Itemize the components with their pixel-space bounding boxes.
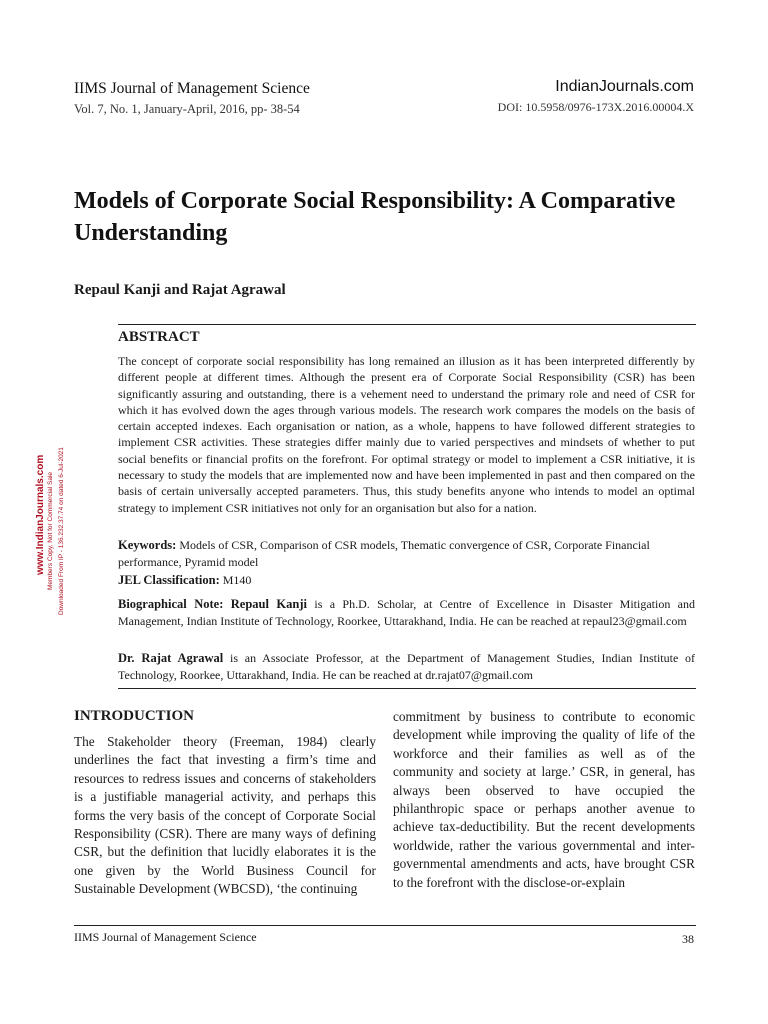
keywords (118, 537, 695, 571)
authors: Repaul Kanji and Rajat Agrawal (74, 282, 286, 298)
keywords-label: Keywords: (118, 538, 177, 552)
running-header-left (74, 80, 310, 117)
bio-note-1 (118, 596, 695, 630)
page-number: 38 (682, 932, 694, 946)
watermark-copy: Members Copy, Not for Commercial Sale (47, 472, 54, 590)
body-column-left (74, 708, 376, 899)
watermark-site: www.IndianJournals.com (35, 454, 46, 575)
watermark-download: Downloaded From IP - 136.232.37.74 on dated 6-Jul-2021 (58, 447, 65, 615)
bio-label: Biographical Note: (118, 597, 224, 611)
article-title: Models of Corporate Social Responsibility: A Comparative Understanding (74, 188, 676, 246)
bio-note-2 (118, 650, 695, 684)
site-name[interactable]: IndianJournals.com (555, 78, 694, 95)
abstract-bottom-rule (118, 688, 696, 689)
bio2-text: is an Associate Professor, at the Department of Management Studies, Indian Institute of Technology, Roorkee, Uttarakhand, India. He can be reached at dr.rajat07@gmail.com (118, 651, 696, 682)
footer-rule (74, 925, 696, 926)
jel-classification (118, 573, 695, 588)
download-watermark (30, 405, 70, 615)
keywords-text: Models of CSR, Comparison of CSR models, Thematic convergence of CSR, Corporate Financial performance, Pyramid model (118, 538, 650, 569)
jel-code: M140 (222, 573, 252, 587)
introduction-heading: INTRODUCTION (74, 708, 195, 724)
journal-name: IIMS Journal of Management Science (74, 80, 310, 97)
introduction-paragraph-1: The Stakeholder theory (Freeman, 1984) clearly underlines the fact that investing a firm’s time and resources to redress issues and concerns of stakeholders is a justifiable managerial activity, and perhaps this forms the very basis of the concept of Corporate Social Responsibility (CSR). There are many ways of defining CSR, but the definition that lucidly elaborates it is the one given by the World Business Council for Sustainable Development (WBCSD), ‘the continuing (74, 734, 376, 897)
bio2-name: Dr. Rajat Agrawal (118, 651, 224, 665)
abstract-heading: ABSTRACT (118, 329, 200, 345)
body-column-right (393, 708, 695, 892)
abstract-text: The concept of corporate social responsibility has long remained an illusion as it has been interpreted differently by different people at different times. Although the present era of Corporate Social Responsibility (CSR) has been significantly assuring and outstanding, there is a vehement need to understand the primary role and need of CSR for which it has evolved down the ages through various models. The research work compares the models on the basis of certain accepted indexes. Each organisation or nation, as a whole, happens to have followed different strategies to implement CSR activities. These strategies differ mainly due to varied perspectives and mindsets of whether to put social benefits or financial profits on the forefront. For optimal strategy or model to implement a CSR initiative, it is necessary to study the models that are implemented now and have been implemented in past and then compared on the basis of certain universally accepted parameters. Thus, this study benefits anyone who intends to model an optimal strategy to implement CSR initiatives not only for an organisation but also for a nation. (118, 354, 695, 515)
running-header-right (498, 78, 694, 115)
footer-journal: IIMS Journal of Management Science (74, 930, 257, 944)
volume-line: Vol. 7, No. 1, January-April, 2016, pp- 38-54 (74, 102, 300, 116)
jel-label: JEL Classification: (118, 573, 220, 587)
bio1-name: Repaul Kanji (230, 597, 307, 611)
abstract-top-rule (118, 324, 696, 325)
doi[interactable]: DOI: 10.5958/0976-173X.2016.00004.X (497, 100, 694, 114)
introduction-paragraph-2: commitment by business to contribute to economic development while improving the quality of life of the workforce and their families as well as of the community and society at large.’ CSR, in general, has always been observed to have occupied the philanthropic space or perhaps another avenue to achieve tax-deductibility. But the recent developments worldwide, rather the various governmental and inter-governmental amendments and acts, have brought CSR to the forefront with the disclose-or-explain (393, 709, 695, 890)
bio1-text: is a Ph.D. Scholar, at Centre of Excellence in Disaster Mitigation and Management, Indian Institute of Technology, Roorkee, Uttarakhand, India. He can be reached at repaul23@gmail.com (118, 597, 696, 628)
